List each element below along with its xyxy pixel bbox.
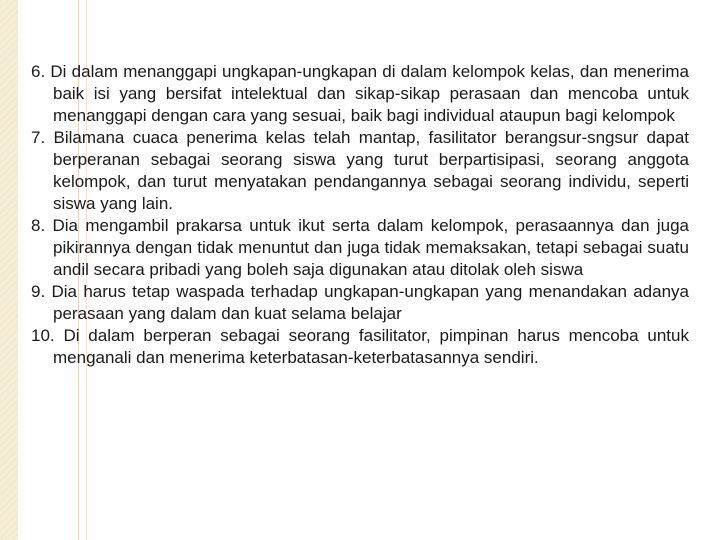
list-item-7: 7. Bilamana cuaca penerima kelas telah mantap, fasilitator berangsur-sngsur dapat berperanan sebagai seorang siswa yang turut berpartisipasi, seorang anggota kelompok, dan turut menyatakan pendangannya sebagai seorang individu, seperti siswa yang lain.	[31, 128, 689, 213]
list-item-9: 9. Dia harus tetap waspada terhadap ungkapan-ungkapan yang menandakan adanya perasaan yang dalam dan kuat selama belajar	[31, 282, 689, 323]
decorative-left-band	[0, 0, 18, 540]
list-item-10: 10. Di dalam berperan sebagai seorang fasilitator, pimpinan harus mencoba untuk menganali dan menerima keterbatasan-keterbatasannya sendiri.	[31, 326, 689, 367]
list-item-6: 6. Di dalam menanggapi ungkapan-ungkapan di dalam kelompok kelas, dan menerima baik isi yang bersifat intelektual dan sikap-sikap perasaan dan mencoba untuk menanggapi dengan cara yang sesuai, baik bagi individual ataupun bagi kelompok	[31, 62, 689, 125]
numbered-list	[31, 61, 689, 369]
list-item-8: 8. Dia mengambil prakarsa untuk ikut serta dalam kelompok, perasaannya dan juga pikirannya dengan tidak menuntut dan juga tidak memaksakan, tetapi sebagai suatu andil secara pribadi yang boleh saja digunakan atau ditolak oleh siswa	[31, 216, 689, 279]
